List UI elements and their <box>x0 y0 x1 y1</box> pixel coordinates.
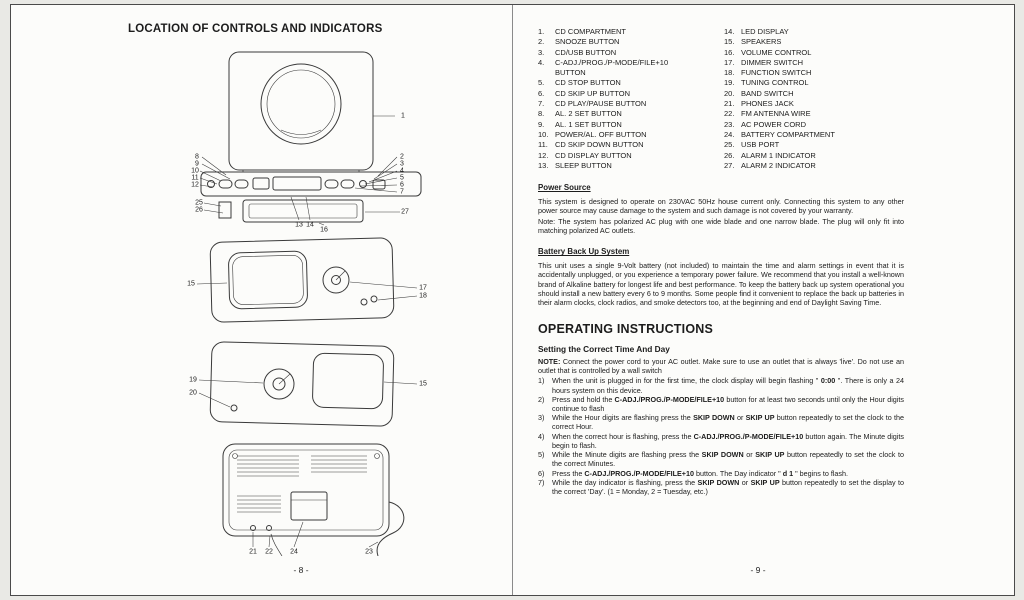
diagram-callout-number: 24 <box>290 548 298 556</box>
diagram-callout-number: 26 <box>195 206 203 214</box>
control-number: 18. <box>724 68 735 78</box>
controls-list-item <box>538 89 724 99</box>
text-segment: C-ADJ./PROG./P-MODE/FILE+10 <box>584 468 694 478</box>
control-number: 16. <box>724 47 735 57</box>
controls-list-item <box>538 78 724 88</box>
control-number: 23. <box>724 119 735 129</box>
text-segment: While the day indicator is flashing, press the <box>552 477 698 487</box>
control-number: 5. <box>538 78 545 88</box>
bottom-view-drawing <box>223 444 404 556</box>
diagram-callout-number: 4 <box>400 167 404 175</box>
diagram-callout-number: 2 <box>400 153 404 161</box>
controls-list-item <box>538 151 724 161</box>
diagram-callout-number: 12 <box>191 181 199 189</box>
controls-list-item <box>724 99 904 109</box>
diagram-callout-number: 15 <box>419 380 427 388</box>
diagram-callout-number: 3 <box>400 160 404 168</box>
control-number: 3. <box>538 47 545 57</box>
text-segment: " begins to flash. <box>793 468 849 478</box>
control-panel-drawing <box>201 172 421 196</box>
control-number: 24. <box>724 129 735 139</box>
paragraph: This system is designed to operate on 230VAC 50Hz house current only. Connecting this system to any other power source may cause damage to the system and such damage is not covered by your warranty. <box>538 197 904 216</box>
diagram-callout-number: 16 <box>320 226 328 234</box>
control-label: AL. 1 SET BUTTON <box>555 119 622 129</box>
text-segment: Connect the power cord to your AC outlet. Make sure to use an outlet that is always 'live'. Do not use an outlet that is controlled by a wall switch <box>538 356 904 376</box>
text-segment: SKIP DOWN <box>693 413 735 423</box>
controls-list-item <box>724 120 904 130</box>
text-segment: button again. The Minute digits begin to flash. <box>552 431 904 450</box>
control-label: USB PORT <box>741 140 780 150</box>
controls-list-item <box>538 130 724 140</box>
control-label: FM ANTENNA WIRE <box>741 109 811 119</box>
step-text <box>552 469 904 478</box>
diagram-callout-number: 7 <box>400 188 404 196</box>
step-text <box>552 413 904 431</box>
section-title: LOCATION OF CONTROLS AND INDICATORS <box>128 23 383 35</box>
note-paragraph <box>538 357 904 375</box>
text-segment: button. The Day indicator " <box>694 468 783 478</box>
text-segment: d 1 <box>782 468 794 478</box>
control-label: CD/USB BUTTON <box>555 47 617 57</box>
controls-list-item <box>538 140 724 150</box>
controls-list-item <box>538 161 724 171</box>
controls-list-item <box>538 109 724 119</box>
step-text <box>552 376 904 394</box>
control-label: FUNCTION SWITCH <box>741 68 812 78</box>
controls-list-column-2 <box>724 27 904 171</box>
control-label: CD PLAY/PAUSE BUTTON <box>555 99 647 109</box>
control-label: CD COMPARTMENT <box>555 27 626 36</box>
step-number: 3) <box>538 413 545 423</box>
text-segment: When the correct hour is flashing, press the <box>552 431 694 441</box>
text-segment: SKIP DOWN <box>701 450 744 460</box>
heading-battery-backup: Battery Back Up System <box>538 247 630 257</box>
text-segment: or <box>743 450 756 460</box>
control-number: 26. <box>724 150 735 160</box>
control-number: 2. <box>538 37 545 47</box>
text-segment: or <box>739 477 751 487</box>
side-view-tuning-drawing <box>199 342 417 427</box>
control-number: 13. <box>538 160 549 170</box>
controls-list <box>538 27 904 171</box>
text-segment: ". There is only a 24 hours system on this device. <box>552 376 904 395</box>
text-segment: While the Hour digits are flashing press the <box>552 413 694 423</box>
controls-list-item <box>724 37 904 47</box>
text-segment: button repeatedly to set the clock to the correct Hour. <box>552 413 904 432</box>
text-segment: While the Minute digits are flashing press the <box>552 450 702 460</box>
control-label: CD DISPLAY BUTTON <box>555 150 632 160</box>
controls-list-item <box>538 120 724 130</box>
diagram-callout-number: 6 <box>400 181 404 189</box>
manual-page-spread <box>10 4 1015 596</box>
diagram-callout-number: 13 <box>295 221 303 229</box>
control-number: 17. <box>724 57 735 67</box>
diagram-callout-number: 5 <box>400 174 404 182</box>
diagram-callout-number: 23 <box>365 548 373 556</box>
controls-list-item <box>724 68 904 78</box>
diagram-callout-number: 10 <box>191 167 199 175</box>
controls-list-item <box>724 48 904 58</box>
control-number: 7. <box>538 99 545 109</box>
heading-power-source: Power Source <box>538 183 591 193</box>
text-segment: Press and hold the <box>552 394 615 404</box>
control-number: 27. <box>724 160 735 170</box>
battery-backup-text <box>538 261 904 307</box>
controls-list-item <box>538 99 724 109</box>
control-number: 15. <box>724 37 735 47</box>
diagram-callout-number: 27 <box>401 208 409 216</box>
diagram-callout-number: 8 <box>195 153 199 161</box>
control-label: TUNING CONTROL <box>741 78 809 88</box>
control-label: POWER/AL. OFF BUTTON <box>555 129 647 139</box>
control-label: SPEAKERS <box>741 37 782 47</box>
step-item <box>538 432 904 450</box>
text-segment: SKIP UP <box>755 450 785 460</box>
power-source-text <box>538 197 904 235</box>
control-number: 6. <box>538 88 545 98</box>
steps-list <box>538 376 904 496</box>
control-number: 4. <box>538 57 545 67</box>
step-text <box>552 395 904 413</box>
control-label: CD STOP BUTTON <box>555 78 621 88</box>
device-line-art <box>131 36 491 556</box>
step-number: 1) <box>538 376 545 386</box>
step-number: 6) <box>538 468 545 478</box>
control-number: 10. <box>538 129 549 139</box>
diagram-callout-number: 15 <box>187 280 195 288</box>
control-label: SLEEP BUTTON <box>555 160 612 170</box>
controls-list-item <box>538 27 724 37</box>
heading-setting-time-day: Setting the Correct Time And Day <box>538 344 670 355</box>
cd-compartment-drawing <box>229 52 395 172</box>
controls-list-item <box>724 130 904 140</box>
text-segment: C-ADJ./PROG./P-MODE/FILE+10 <box>693 431 804 441</box>
step-item <box>538 413 904 431</box>
step-item <box>538 450 904 468</box>
controls-list-item <box>724 151 904 161</box>
control-number: 19. <box>724 78 735 88</box>
control-label: BAND SWITCH <box>741 88 794 98</box>
control-number: 12. <box>538 150 549 160</box>
heading-operating-instructions: OPERATING INSTRUCTIONS <box>538 322 714 337</box>
text-segment: or <box>734 413 746 423</box>
led-display-drawing <box>219 200 363 222</box>
controls-list-item <box>724 78 904 88</box>
control-label: ALARM 2 INDICATOR <box>741 160 816 170</box>
control-label: PHONES JACK <box>741 99 794 109</box>
page-9-content <box>538 27 904 496</box>
control-number: 14. <box>724 27 735 36</box>
diagram-callout-number: 25 <box>195 199 203 207</box>
step-item <box>538 478 904 496</box>
control-label: LED DISPLAY <box>741 27 789 36</box>
control-number: 9. <box>538 119 545 129</box>
step-number: 4) <box>538 431 545 441</box>
controls-list-item <box>538 37 724 47</box>
step-item <box>538 376 904 394</box>
diagram-callout-number: 17 <box>419 284 427 292</box>
controls-list-item <box>724 27 904 37</box>
controls-list-item <box>724 89 904 99</box>
controls-list-item <box>724 58 904 68</box>
page-divider <box>512 5 513 595</box>
paragraph: Note: The system has polarized AC plug with one wide blade and one narrow blade. The plug will only fit into matching polarized AC outlets. <box>538 216 904 235</box>
diagram-callout-number: 18 <box>419 292 427 300</box>
diagram-callout-number: 1 <box>401 112 405 120</box>
step-text <box>552 478 904 496</box>
step-text <box>552 450 904 468</box>
text-segment: 0:00 <box>820 376 836 386</box>
diagram-callout-number: 21 <box>249 548 257 556</box>
text-segment: When the unit is plugged in for the first time, the clock display will begin flashing " <box>552 376 821 386</box>
text-segment: button for at least two seconds until only the Hour digits continue to flash <box>552 394 904 414</box>
step-number: 2) <box>538 394 545 404</box>
control-number: 1. <box>538 27 545 36</box>
step-text <box>552 432 904 450</box>
control-label: ALARM 1 INDICATOR <box>741 150 816 160</box>
device-diagram <box>131 36 491 556</box>
text-segment: button repeatedly to set the clock to the correct Minutes. <box>552 450 904 469</box>
control-label: VOLUME CONTROL <box>741 47 812 57</box>
control-number: 25. <box>724 140 735 150</box>
controls-list-item <box>724 109 904 119</box>
control-label: C-ADJ./PROG./P-MODE/FILE+10 BUTTON <box>555 57 669 78</box>
text-segment: NOTE: <box>538 356 561 366</box>
controls-list-item <box>538 48 724 58</box>
control-label: CD SKIP UP BUTTON <box>555 88 631 98</box>
diagram-callout-number: 9 <box>195 160 199 168</box>
control-label: BATTERY COMPARTMENT <box>741 129 835 139</box>
step-number: 7) <box>538 477 545 487</box>
control-number: 20. <box>724 88 735 98</box>
text-segment: SKIP UP <box>745 413 775 423</box>
controls-list-item <box>724 140 904 150</box>
controls-list-item <box>724 161 904 171</box>
control-label: DIMMER SWITCH <box>741 57 804 67</box>
text-segment: button repeatedly to set the display to the correct 'Day'. (1 = Monday, 2 = Tuesday, etc.) <box>552 477 904 497</box>
side-view-speaker-drawing <box>197 238 417 323</box>
diagram-callout-number: 14 <box>306 221 314 229</box>
text-segment: SKIP DOWN <box>697 477 740 487</box>
text-segment: C-ADJ./PROG./P-MODE/FILE+10 <box>614 394 725 404</box>
diagram-callout-number: 20 <box>189 389 197 397</box>
step-number: 5) <box>538 450 545 460</box>
step-item <box>538 469 904 478</box>
control-number: 21. <box>724 99 735 109</box>
text-segment: SKIP UP <box>750 477 780 487</box>
diagram-callout-number: 11 <box>191 174 199 182</box>
controls-list-column-1 <box>538 27 724 171</box>
control-label: AL. 2 SET BUTTON <box>555 109 622 119</box>
page-number-left: - 8 - <box>293 565 309 575</box>
control-number: 8. <box>538 109 545 119</box>
control-label: SNOOZE BUTTON <box>555 37 620 47</box>
control-number: 22. <box>724 109 735 119</box>
control-label: AC POWER CORD <box>741 119 807 129</box>
text-segment: Press the <box>552 468 585 478</box>
diagram-callout-number: 22 <box>265 548 273 556</box>
step-item <box>538 395 904 413</box>
paragraph: This unit uses a single 9-Volt battery (not included) to maintain the time and alarm settings in event that it is accidentally unplugged, or you experience a temporary power failure. We recommend that you install a well-known brand of Alkaline battery for longest life and best performance. To keep the battery back up system operational you should install a new battery every 6 to 9 months. Some people find it convenient to replace the back up batteries in their alarm clocks, clock radios, and smoke detectors too, at the beginning and end of Daylight Saving Time. <box>538 261 904 308</box>
control-number: 11. <box>538 140 548 150</box>
page-number-right: - 9 - <box>750 565 766 575</box>
diagram-callout-number: 19 <box>189 376 197 384</box>
controls-list-item <box>538 58 724 79</box>
control-label: CD SKIP DOWN BUTTON <box>555 140 644 150</box>
